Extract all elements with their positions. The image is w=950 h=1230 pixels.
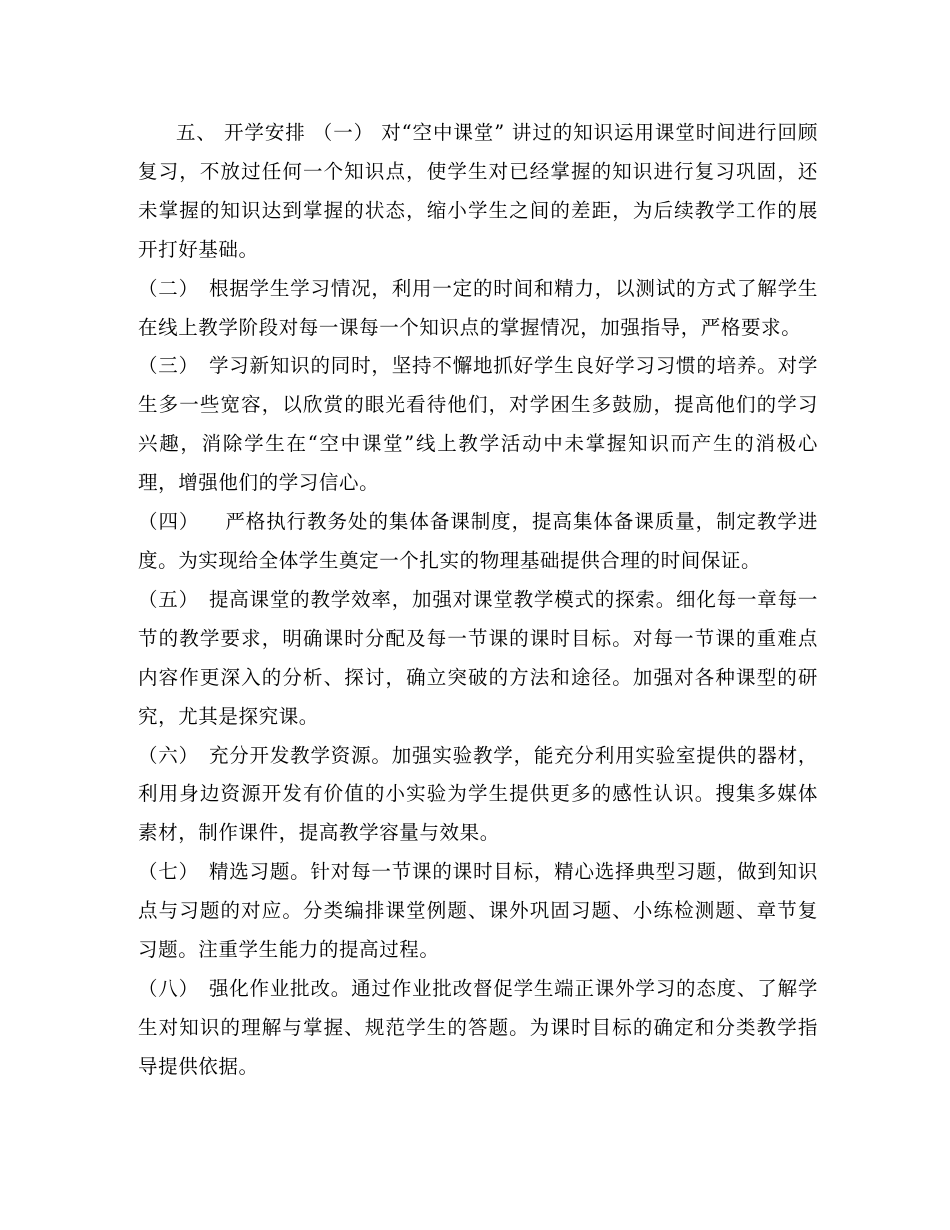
paragraph-item-6 bbox=[138, 737, 818, 854]
paragraph-marker: （七） bbox=[138, 860, 199, 884]
paragraph-text: 充分开发教学资源。加强实验教学，能充分利用实验室提供的器材，利用身边资源开发有价值的小实验为学生提供更多的感性认识。搜集多媒体素材，制作课件，提高教学容量与效果。 bbox=[138, 743, 818, 845]
paragraph-text: 严格执行教务处的集体备课制度，提高集体备课质量，制定教学进度。为实现给全体学生奠定一个扎实的物理基础提供合理的时间保证。 bbox=[138, 510, 818, 572]
paragraph-item-5 bbox=[138, 581, 818, 737]
paragraph-item-7 bbox=[138, 853, 818, 970]
paragraph-item-8 bbox=[138, 970, 818, 1087]
paragraph-item-2 bbox=[138, 270, 818, 348]
paragraph-item-3 bbox=[138, 347, 818, 503]
paragraph-text: 五、 开学安排 （一） 对“空中课堂” 讲过的知识运用课堂时间进行回顾复习，不放过任何一个知识点，使学生对已经掌握的知识进行复习巩固，还未掌握的知识达到掌握的状态，缩小学生之间的差距，为后续教学工作的展开打好基础。 bbox=[138, 121, 818, 261]
paragraph-marker: （六） bbox=[138, 743, 199, 767]
paragraph-marker: （五） bbox=[138, 587, 199, 611]
paragraph-text: 强化作业批改。通过作业批改督促学生端正课外学习的态度、了解学生对知识的理解与掌握、规范学生的答题。为课时目标的确定和分类教学指导提供依据。 bbox=[138, 976, 818, 1078]
paragraph-opening-arrangement bbox=[138, 114, 818, 270]
paragraph-text: 学习新知识的同时，坚持不懈地抓好学生良好学习习惯的培养。对学生多一些宽容，以欣赏的眼光看待他们，对学困生多鼓励，提高他们的学习兴趣，消除学生在“空中课堂”线上教学活动中未掌握知识而产生的消极心理，增强他们的学习信心。 bbox=[138, 354, 818, 495]
paragraph-marker: （四） bbox=[138, 510, 200, 534]
document-body bbox=[138, 114, 818, 1087]
paragraph-item-4 bbox=[138, 503, 818, 581]
paragraph-marker: （三） bbox=[138, 354, 199, 378]
paragraph-marker: （八） bbox=[138, 976, 199, 1000]
paragraph-marker: （二） bbox=[138, 276, 199, 300]
paragraph-text: 根据学生学习情况，利用一定的时间和精力，以测试的方式了解学生在线上教学阶段对每一课每一个知识点的掌握情况，加强指导，严格要求。 bbox=[138, 276, 818, 339]
paragraph-text: 提高课堂的教学效率，加强对课堂教学模式的探索。细化每一章每一节的教学要求，明确课时分配及每一节课的课时目标。对每一节课的重难点内容作更深入的分析、探讨，确立突破的方法和途径。加强对各种课型的研究，尤其是探究课。 bbox=[138, 587, 818, 728]
paragraph-text: 精选习题。针对每一节课的课时目标，精心选择典型习题，做到知识点与习题的对应。分类编排课堂例题、课外巩固习题、小练检测题、章节复习题。注重学生能力的提高过程。 bbox=[138, 860, 818, 962]
